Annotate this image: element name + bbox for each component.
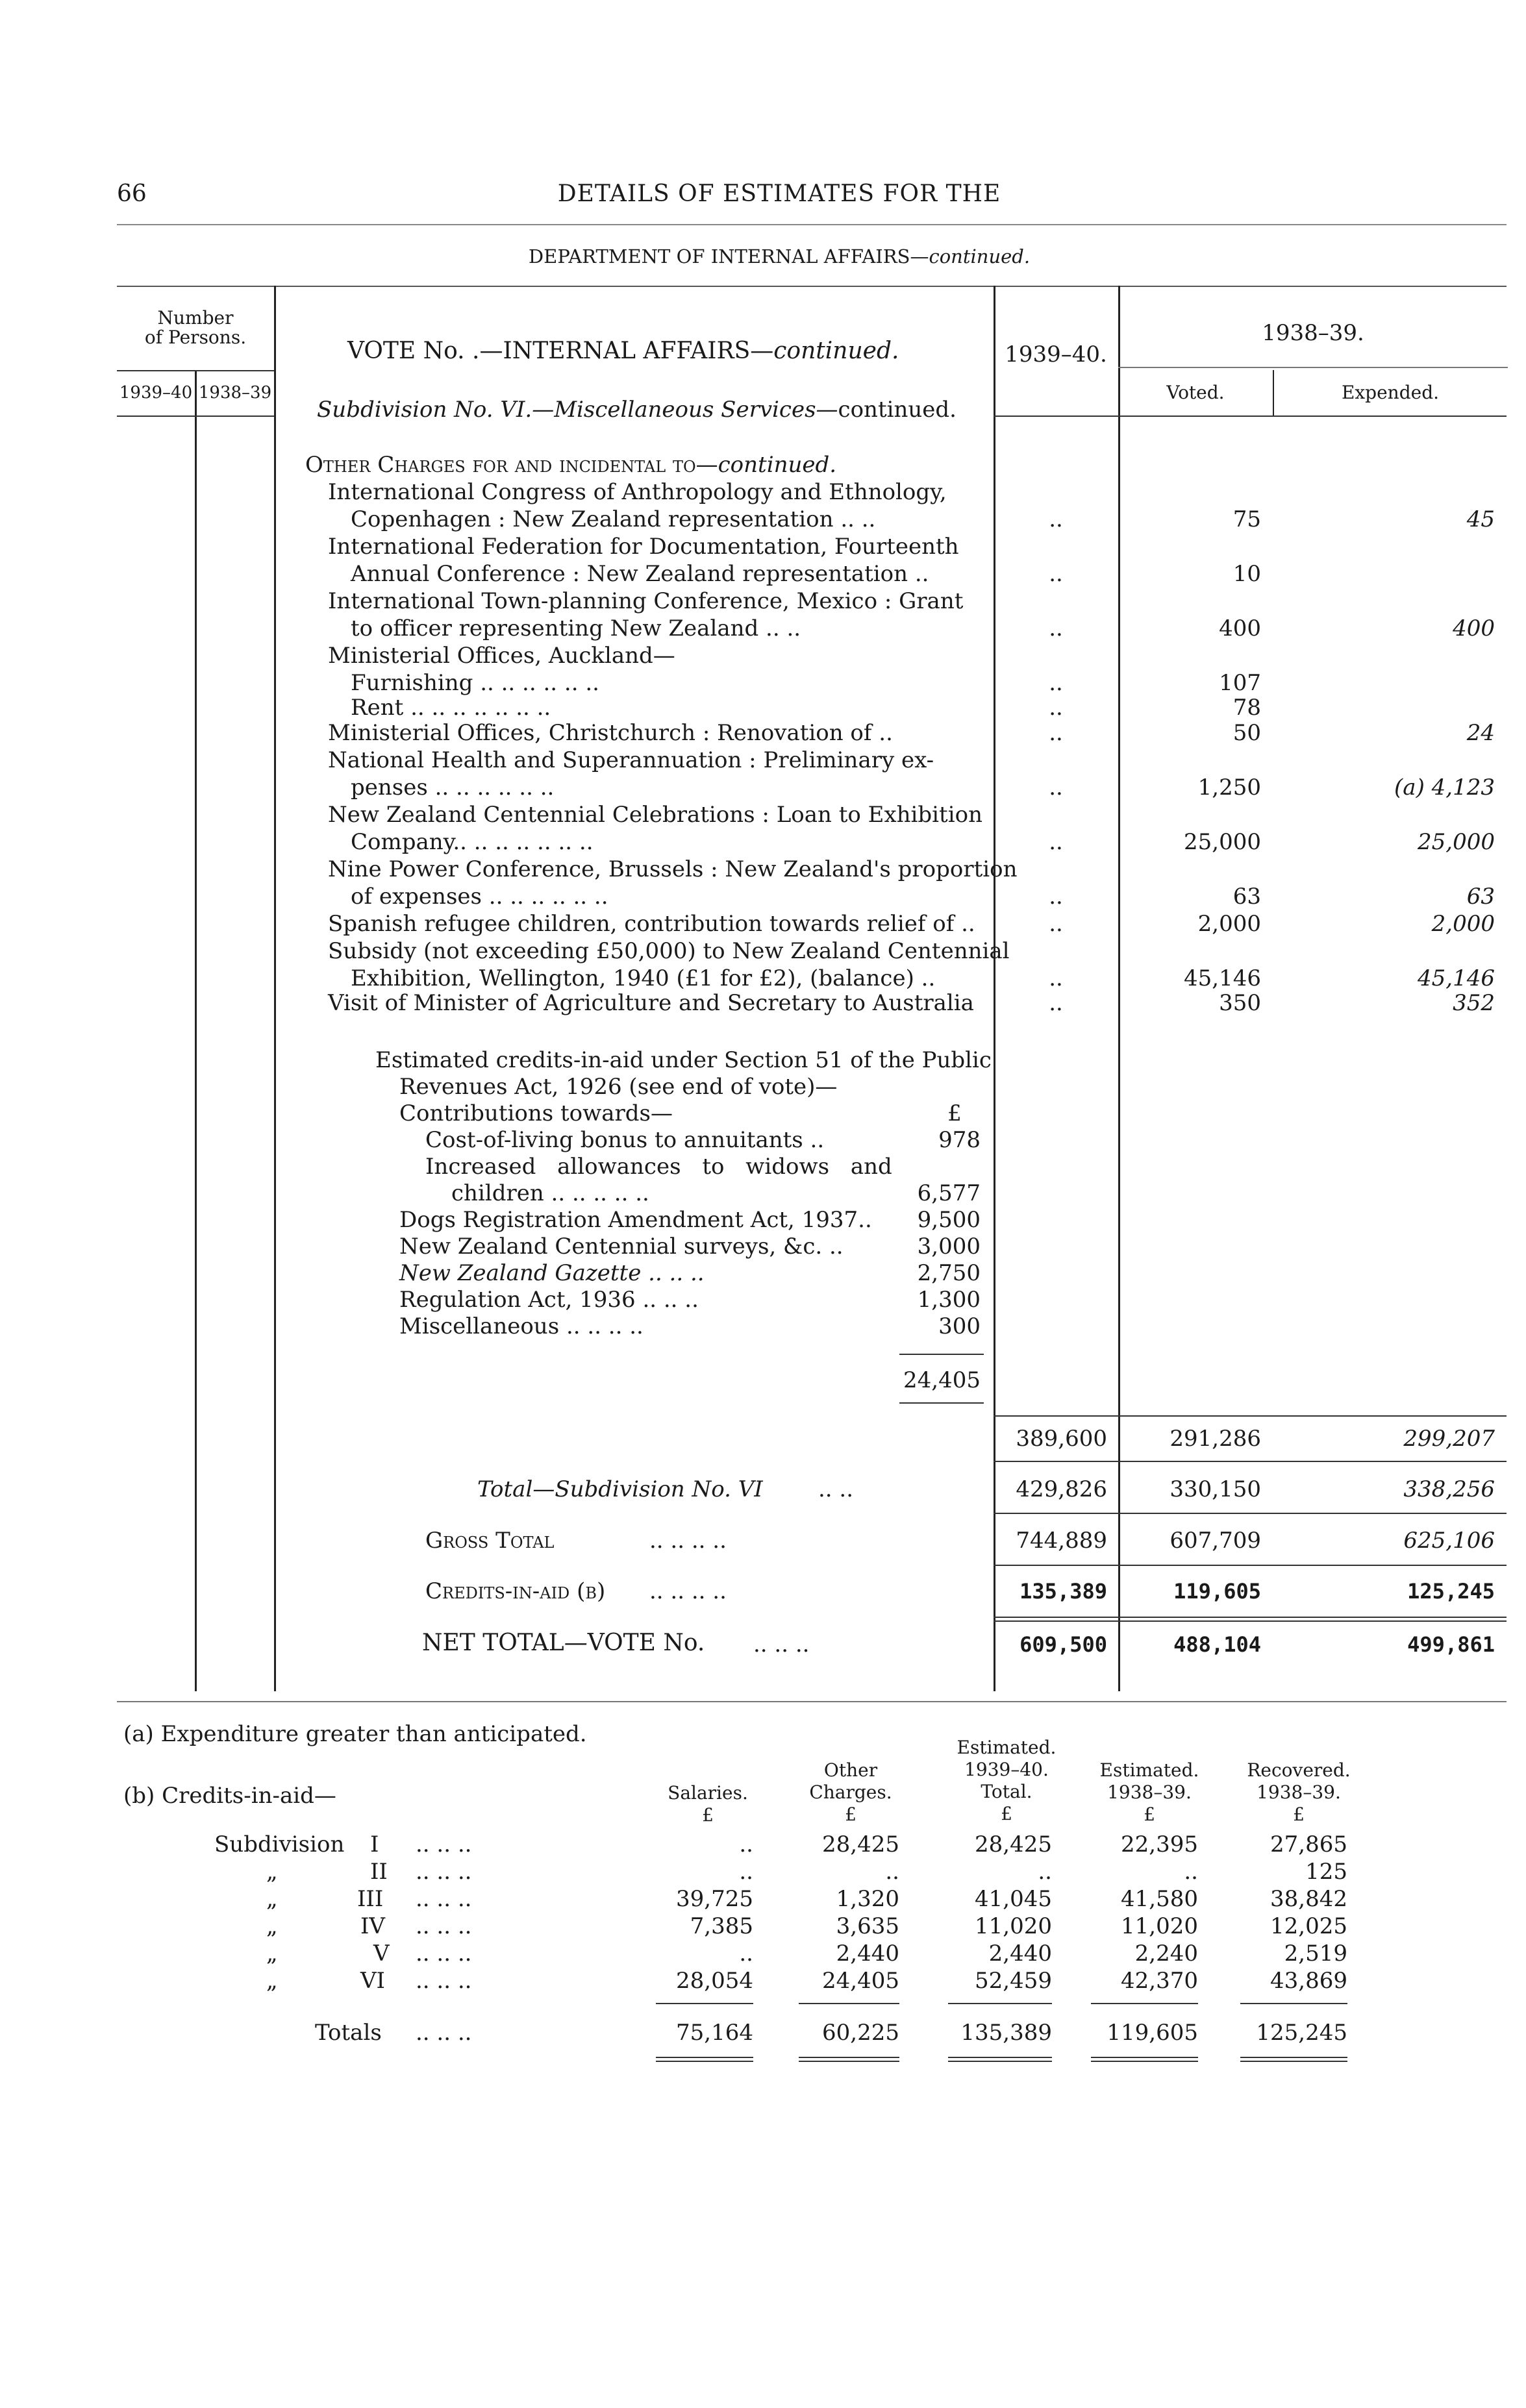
item-6-1939: .. [1049,720,1063,746]
item-0-line-0: International Congress of Anthropology and Ethnology, [328,479,947,505]
running-title: DETAILS OF ESTIMATES FOR THE [557,180,1001,207]
item-6-line-0: Ministerial Offices, Christchurch : Renovation of .. [328,720,893,746]
footnote-a: (a) Expenditure greater than anticipated. [123,1721,587,1747]
fb-row-2-rec: 38,842 [1270,1886,1347,1912]
fb-row-3-est: 11,020 [975,1913,1052,1939]
item-11-line-0: Subsidy (not exceeding £50,000) to New Zealand Centennial [328,938,1010,964]
gross-total-expended: 625,106 [1403,1528,1495,1554]
credit-1-label: Increased allowances to widows and [425,1154,892,1180]
item-7-line-0: National Health and Superannuation : Preliminary ex- [328,747,934,773]
item-2-line-1: to officer representing New Zealand .. .. [351,615,801,641]
subtotal-expended: 299,207 [1403,1426,1495,1452]
fb-row-0-num: I [370,1831,379,1857]
fb-row-0-est: 28,425 [975,1831,1052,1857]
fb-totals-label: Totals [315,2020,382,2046]
fb-row-4-other: 2,440 [836,1941,899,1967]
subtotal-voted: 291,286 [1170,1426,1261,1452]
fb-row-1-num: II [370,1859,388,1885]
total-subdivision-label: Total—Subdivision No. VI [477,1476,763,1502]
gross-total-dots: .. .. .. .. [649,1528,727,1554]
total-subdivision-1939: 429,826 [1016,1476,1107,1502]
fb-header-salaries: Salaries. £ [668,1782,748,1826]
credits-in-aid-voted: 119,605 [1173,1579,1261,1604]
fb-row-2-other: 1,320 [836,1886,899,1912]
fb-row-5-num: VI [360,1968,385,1994]
fb-row-5-label: „ [266,1968,278,1994]
col-1939-40: 1939–40. [1005,341,1107,367]
item-12-1939: .. [1049,990,1063,1016]
fb-row-5-rec: 43,869 [1270,1968,1347,1994]
fb-row-3-other: 3,635 [836,1913,899,1939]
item-2-1939: .. [1049,615,1063,641]
net-total-label: NET TOTAL—VOTE No. [422,1630,705,1656]
item-7-line-1: penses .. .. .. .. .. .. [351,775,555,801]
item-12-voted: 350 [1219,990,1261,1016]
fb-row-4-est: 2,440 [988,1941,1052,1967]
fb-row-2-salaries: 39,725 [676,1886,753,1912]
fb-row-3-dots: .. .. .. [416,1913,472,1939]
fb-row-2-est38: 41,580 [1121,1886,1198,1912]
item-11-1939: .. [1049,965,1063,991]
item-7-1939: .. [1049,775,1063,801]
fb-row-4-rec: 2,519 [1284,1941,1347,1967]
fb-totals-dots: .. .. .. [416,2020,472,2046]
item-10-1939: .. [1049,911,1063,937]
item-2-voted: 400 [1219,615,1261,641]
gross-total-voted: 607,709 [1170,1528,1261,1554]
total-subdivision-dots: .. .. [818,1476,854,1502]
net-total-expended: 499,861 [1407,1632,1495,1657]
fb-row-0-dots: .. .. .. [416,1831,472,1857]
item-0-voted: 75 [1232,506,1261,532]
credit-0-label: Cost-of-living bonus to annuitants .. [425,1127,825,1153]
item-8-line-0: New Zealand Centennial Celebrations : Loan to Exhibition [328,802,982,828]
item-11-expended: 45,146 [1418,965,1495,991]
page-number: 66 [117,180,147,207]
credit-5-value: 2,750 [917,1260,981,1286]
item-1-line-0: International Federation for Documentation, Fourteenth [328,534,959,560]
fb-row-5-other: 24,405 [822,1968,899,1994]
total-subdivision-voted: 330,150 [1170,1476,1261,1502]
fb-header-est38: Estimated. 1938–39. £ [1099,1759,1199,1825]
fb-row-3-rec: 12,025 [1270,1913,1347,1939]
fb-row-3-num: IV [360,1913,385,1939]
number-persons-header: Number of Persons. [144,307,247,348]
fb-row-1-dots: .. .. .. [416,1859,472,1885]
net-total-voted: 488,104 [1173,1632,1261,1657]
item-11-voted: 45,146 [1184,965,1261,991]
subtotal-1939: 389,600 [1016,1426,1107,1452]
fb-row-1-est38: .. [1184,1859,1198,1885]
credit-5-label: New Zealand Gazette .. .. .. [399,1260,705,1286]
fb-totals-est38: 119,605 [1107,2020,1198,2046]
net-total-dots: .. .. .. [753,1632,810,1657]
item-2-expended: 400 [1453,615,1495,641]
fb-row-0-other: 28,425 [822,1831,899,1857]
credit-4-value: 3,000 [917,1234,981,1260]
fb-row-0-est38: 22,395 [1121,1831,1198,1857]
fb-row-2-num: III [357,1886,384,1912]
fb-row-2-dots: .. .. .. [416,1886,472,1912]
item-12-line-0: Visit of Minister of Agriculture and Secretary to Australia [328,990,974,1016]
gross-total-1939: 744,889 [1016,1528,1107,1554]
item-9-1939: .. [1049,884,1063,910]
item-5-line-0: Rent .. .. .. .. .. .. .. [351,695,551,721]
item-8-line-1: Company.. .. .. .. .. .. .. [351,829,594,855]
item-1-voted: 10 [1232,561,1261,587]
fb-row-4-label: „ [266,1941,278,1967]
credits-in-aid-expended: 125,245 [1407,1579,1495,1604]
item-11-line-1: Exhibition, Wellington, 1940 (£1 for £2), (balance) .. [351,965,936,991]
fb-row-1-rec: 125 [1305,1859,1347,1885]
fb-row-4-num: V [373,1941,390,1967]
credits-intro-1: Revenues Act, 1926 (see end of vote)— [399,1074,838,1100]
fb-row-0-label: Subdivision [214,1831,345,1857]
net-total-1939: 609,500 [1019,1632,1107,1657]
year-1939-header: 1939–40 [119,383,193,403]
fb-row-5-est38: 42,370 [1121,1968,1198,1994]
item-8-1939: .. [1049,829,1063,855]
credit-3-value: 9,500 [917,1207,981,1233]
credit-4-label: New Zealand Centennial surveys, &c. .. [399,1234,844,1260]
item-5-1939: .. [1049,695,1063,721]
col-expended: Expended. [1341,382,1440,403]
total-subdivision-expended: 338,256 [1403,1476,1495,1502]
fb-header-other: Other Charges. £ [809,1759,892,1825]
fb-row-5-salaries: 28,054 [676,1968,753,1994]
item-9-voted: 63 [1232,884,1261,910]
credit-6-value: 1,300 [917,1287,981,1313]
fb-row-2-label: „ [266,1886,278,1912]
fb-header-rec: Recovered. 1938–39. £ [1247,1759,1351,1825]
item-10-line-0: Spanish refugee children, contribution towards relief of .. [328,911,975,937]
item-12-expended: 352 [1453,990,1495,1016]
credit-6-label: Regulation Act, 1936 .. .. .. [399,1287,699,1313]
credit-0-value: 978 [938,1127,981,1153]
pound-sign: £ [947,1100,962,1126]
fb-row-0-rec: 27,865 [1270,1831,1347,1857]
item-4-line-0: Furnishing .. .. .. .. .. .. [351,670,599,696]
credit-2-label: children .. .. .. .. .. [451,1180,649,1206]
fb-row-0-salaries: .. [739,1831,753,1857]
item-4-voted: 107 [1219,670,1261,696]
item-9-expended: 63 [1466,884,1495,910]
credit-3-label: Dogs Registration Amendment Act, 1937.. [399,1207,872,1233]
item-8-expended: 25,000 [1418,829,1495,855]
col-1938-39: 1938–39. [1262,320,1364,346]
credit-7-value: 300 [938,1313,981,1339]
credits-intro-0: Estimated credits-in-aid under Section 51 of the Public [375,1047,992,1073]
fb-row-4-salaries: .. [739,1941,753,1967]
item-6-expended: 24 [1466,720,1495,746]
fb-totals-other: 60,225 [822,2020,899,2046]
footnote-b-title: (b) Credits-in-aid— [123,1783,336,1809]
fb-header-est: Estimated. 1939–40. Total. £ [957,1737,1057,1824]
fb-row-1-other: .. [885,1859,899,1885]
col-voted: Voted. [1166,382,1225,403]
fb-row-1-salaries: .. [739,1859,753,1885]
item-9-line-0: Nine Power Conference, Brussels : New Zealand's proportion [328,856,1018,882]
department-heading: DEPARTMENT OF INTERNAL AFFAIRS—continued. [528,245,1031,267]
item-1-1939: .. [1049,561,1063,587]
fb-row-5-est: 52,459 [975,1968,1052,1994]
item-10-voted: 2,000 [1197,911,1261,937]
fb-row-1-label: „ [266,1859,278,1885]
fb-row-3-est38: 11,020 [1121,1913,1198,1939]
fb-row-3-label: „ [266,1913,278,1939]
year-1938-header: 1938–39 [198,383,272,403]
fb-row-1-est: .. [1038,1859,1052,1885]
item-2-line-0: International Town-planning Conference, Mexico : Grant [328,588,964,614]
fb-row-3-salaries: 7,385 [690,1913,753,1939]
credits-in-aid-dots: .. .. .. .. [649,1578,727,1604]
item-7-expended: (a) 4,123 [1394,775,1495,801]
fb-row-2-est: 41,045 [975,1886,1052,1912]
vote-title: VOTE No. .—INTERNAL AFFAIRS—continued. [347,338,899,364]
item-3-line-0: Ministerial Offices, Auckland— [328,643,675,669]
credits-intro-2: Contributions towards— [399,1100,673,1126]
item-0-1939: .. [1049,506,1063,532]
credit-2-value: 6,577 [917,1180,981,1206]
fb-row-5-dots: .. .. .. [416,1968,472,1994]
item-6-voted: 50 [1232,720,1261,746]
fb-row-4-est38: 2,240 [1134,1941,1198,1967]
item-4-1939: .. [1049,670,1063,696]
credits-in-aid-label: Credits-in-aid (b) [425,1578,606,1604]
fb-row-4-dots: .. .. .. [416,1941,472,1967]
item-0-expended: 45 [1466,506,1495,532]
other-charges-heading: Other Charges for and incidental to—continued. [305,452,837,478]
item-0-line-1: Copenhagen : New Zealand representation .. .. [351,506,876,532]
subdivision-title: Subdivision No. VI.—Miscellaneous Services—continued. [317,397,957,423]
gross-total-label: Gross Total [425,1528,555,1554]
credits-in-aid-1939: 135,389 [1019,1579,1107,1604]
item-7-voted: 1,250 [1197,775,1261,801]
item-5-voted: 78 [1232,695,1261,721]
item-9-line-1: of expenses .. .. .. .. .. .. [351,884,608,910]
fb-totals-est: 135,389 [960,2020,1052,2046]
credits-total: 24,405 [903,1367,981,1393]
fb-totals-rec: 125,245 [1256,2020,1347,2046]
item-8-voted: 25,000 [1184,829,1261,855]
item-1-line-1: Annual Conference : New Zealand representation .. [351,561,929,587]
credit-7-label: Miscellaneous .. .. .. .. [399,1313,644,1339]
fb-totals-salaries: 75,164 [676,2020,753,2046]
item-10-expended: 2,000 [1431,911,1495,937]
